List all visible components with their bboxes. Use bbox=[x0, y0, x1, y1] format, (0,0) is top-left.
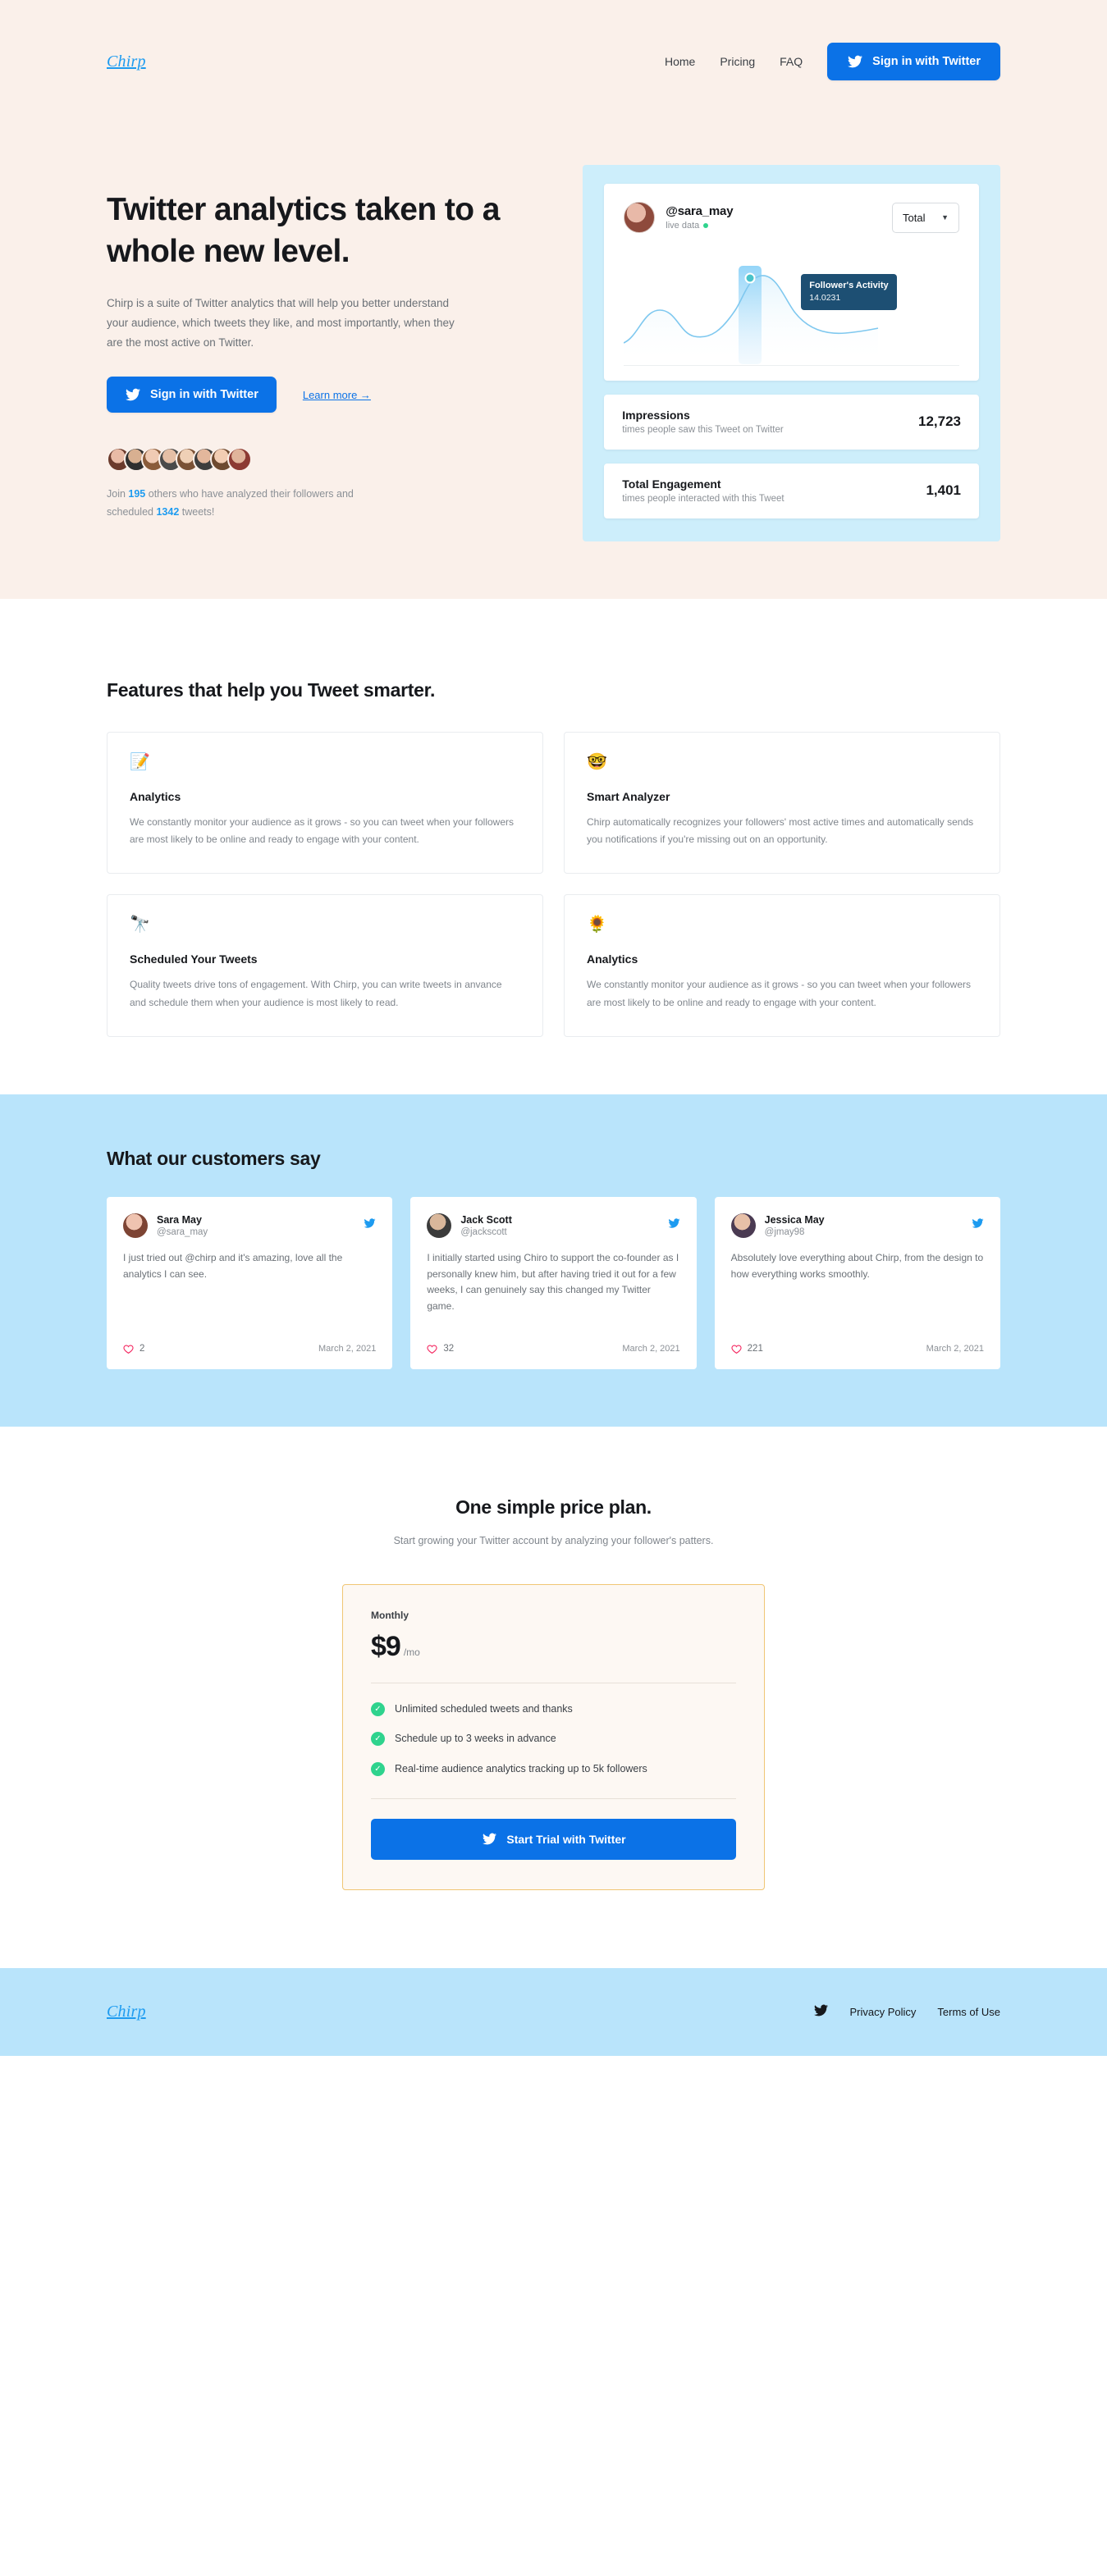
feature-title: Scheduled Your Tweets bbox=[130, 952, 258, 966]
followers-activity-chart bbox=[624, 251, 959, 366]
joined-mid: others who have analyzed their followers and scheduled bbox=[107, 488, 354, 518]
price-amount: $9 bbox=[371, 1631, 400, 1662]
hero-subtitle: Chirp is a suite of Twitter analytics that will help you better understand your audience, which tweets they like, and most importantly, when they are the most active on Twitter. bbox=[107, 297, 455, 349]
heart-icon bbox=[731, 1344, 742, 1354]
testimonial-header bbox=[123, 1213, 376, 1238]
testimonial-footer bbox=[427, 1344, 679, 1354]
twitter-bird-icon bbox=[481, 1832, 497, 1847]
feature-text: We constantly monitor your audience as it grows - so you can tweet when your followers are most likely to be online and ready to engage with your content. bbox=[130, 815, 514, 846]
learn-more-link[interactable]: Learn more → bbox=[302, 388, 371, 401]
joined-count: 195 bbox=[128, 488, 146, 500]
nav-link-home[interactable]: Home bbox=[664, 55, 696, 68]
live-status-label: live data bbox=[666, 221, 700, 231]
hero-cta-group bbox=[107, 377, 530, 413]
testimonial-footer bbox=[731, 1344, 984, 1354]
nav-link-pricing[interactable]: Pricing bbox=[720, 55, 756, 68]
hero-section bbox=[0, 0, 1107, 599]
footer bbox=[0, 1968, 1107, 2056]
hero-title: Twitter analytics taken to a whole new level. bbox=[107, 192, 500, 269]
perk-item bbox=[371, 1701, 736, 1717]
feature-card-scheduled-tweets bbox=[107, 894, 543, 1037]
nav-signin-label: Sign in with Twitter bbox=[872, 55, 981, 68]
hero-signin-label: Sign in with Twitter bbox=[150, 388, 258, 402]
heart-icon bbox=[123, 1344, 134, 1354]
stat-card-engagement bbox=[604, 464, 979, 518]
footer-link-privacy-policy[interactable]: Privacy Policy bbox=[849, 2006, 917, 2019]
testimonial-footer bbox=[123, 1344, 376, 1354]
tooltip-value: 14.0231 bbox=[809, 292, 841, 303]
chevron-down-icon: ▼ bbox=[941, 213, 949, 222]
stat-label: Total Engagement bbox=[622, 477, 721, 491]
nav-right-group bbox=[665, 43, 1000, 80]
hero-copy bbox=[107, 142, 530, 521]
like-count-value: 221 bbox=[747, 1344, 763, 1354]
feature-text: Quality tweets drive tons of engagement. With Chirp, you can write tweets in anvance and schedule them when your audience is most likely to read. bbox=[130, 979, 502, 1008]
avatar bbox=[731, 1213, 756, 1238]
perk-label: Real-time audience analytics tracking up to 5k followers bbox=[395, 1762, 647, 1774]
hero-signin-twitter-button[interactable] bbox=[107, 377, 277, 413]
profile-block bbox=[624, 202, 733, 233]
testimonial-text: I initially started using Chiro to support the co-founder as I personally knew him, but after having tried it out for a few weeks, I can genuinely say this changed my Twitter game. bbox=[427, 1251, 679, 1313]
like-count[interactable] bbox=[427, 1344, 454, 1354]
testimonial-handle: @sara_may bbox=[157, 1226, 208, 1237]
testimonial-text: I just tried out @chirp and it's amazing, love all the analytics I can see. bbox=[123, 1251, 343, 1280]
feature-card-analytics bbox=[107, 732, 543, 875]
nerd-face-icon: 🤓 bbox=[587, 752, 607, 771]
feature-title: Smart Analyzer bbox=[587, 789, 670, 803]
perks-list bbox=[371, 1701, 736, 1777]
plan-name: Monthly bbox=[371, 1610, 409, 1621]
heart-icon bbox=[427, 1344, 437, 1354]
twitter-bird-icon bbox=[847, 54, 863, 69]
testimonial-card bbox=[715, 1197, 1000, 1369]
footer-link-terms-of-use[interactable]: Terms of Use bbox=[937, 2006, 1000, 2019]
stat-sublabel: times people interacted with this Tweet bbox=[622, 494, 785, 504]
nav-signin-twitter-button[interactable] bbox=[827, 43, 1000, 80]
pricing-title: One simple price plan. bbox=[455, 1496, 652, 1518]
profile-avatar bbox=[624, 202, 655, 233]
top-navigation bbox=[0, 0, 1107, 80]
sunflower-icon: 🌻 bbox=[587, 916, 607, 934]
testimonial-handle: @jmay98 bbox=[764, 1226, 805, 1237]
testimonials-section bbox=[0, 1094, 1107, 1427]
testimonial-header bbox=[731, 1213, 984, 1238]
testimonials-title: What our customers say bbox=[107, 1148, 321, 1170]
chart-card-header bbox=[624, 202, 959, 233]
hero-dashboard-preview bbox=[583, 165, 1000, 541]
testimonial-date: March 2, 2021 bbox=[318, 1344, 377, 1354]
range-select[interactable] bbox=[892, 203, 959, 233]
feature-text: We constantly monitor your audience as it grows - so you can tweet when your followers are most likely to be online and ready to engage with your content. bbox=[587, 979, 971, 1008]
testimonial-card bbox=[107, 1197, 392, 1369]
twitter-bird-icon bbox=[972, 1217, 984, 1233]
stat-value: 12,723 bbox=[918, 413, 961, 429]
avatar bbox=[427, 1213, 451, 1238]
testimonial-name: Jack Scott bbox=[460, 1213, 512, 1226]
check-icon: ✓ bbox=[371, 1762, 385, 1776]
start-trial-label: Start Trial with Twitter bbox=[506, 1833, 626, 1847]
joined-suffix: tweets! bbox=[179, 505, 215, 518]
stat-value: 1,401 bbox=[926, 482, 961, 498]
twitter-bird-icon bbox=[364, 1217, 376, 1233]
live-status bbox=[666, 221, 733, 231]
joined-prefix: Join bbox=[107, 488, 129, 500]
testimonial-header bbox=[427, 1213, 679, 1238]
chart-icon: 📝 bbox=[130, 752, 150, 771]
feature-title: Analytics bbox=[130, 789, 181, 803]
twitter-bird-icon bbox=[668, 1217, 680, 1233]
feature-card-analytics-2 bbox=[564, 894, 1000, 1037]
perk-label: Unlimited scheduled tweets and thanks bbox=[395, 1703, 573, 1715]
stat-card-impressions bbox=[604, 395, 979, 450]
range-select-value: Total bbox=[903, 211, 926, 224]
feature-card-smart-analyzer bbox=[564, 732, 1000, 875]
like-count[interactable] bbox=[123, 1344, 144, 1354]
testimonial-date: March 2, 2021 bbox=[622, 1344, 680, 1354]
twitter-bird-icon[interactable] bbox=[813, 2003, 829, 2021]
perk-item bbox=[371, 1731, 736, 1747]
divider bbox=[371, 1798, 736, 1799]
price-row bbox=[371, 1631, 736, 1663]
testimonial-handle: @jackscott bbox=[460, 1226, 507, 1237]
avatar bbox=[227, 447, 252, 472]
joined-text bbox=[107, 486, 377, 521]
testimonial-name: Jessica May bbox=[764, 1213, 825, 1226]
feature-text: Chirp automatically recognizes your followers' most active times and automatically sends you notifications if you're missing out on an opportunity. bbox=[587, 815, 974, 846]
pricing-subtitle: Start growing your Twitter account by analyzing your follower's patters. bbox=[393, 1534, 714, 1546]
features-section bbox=[0, 599, 1107, 1094]
like-count-value: 2 bbox=[140, 1344, 145, 1354]
telescope-icon: 🔭 bbox=[130, 916, 150, 934]
live-dot-icon bbox=[703, 223, 708, 228]
tooltip-title: Follower's Activity bbox=[809, 281, 889, 290]
footer-links bbox=[813, 2003, 1001, 2021]
perk-label: Schedule up to 3 weeks in advance bbox=[395, 1733, 556, 1745]
feature-title: Analytics bbox=[587, 952, 638, 966]
like-count-value: 32 bbox=[443, 1344, 455, 1354]
nav-link-faq[interactable]: FAQ bbox=[780, 55, 803, 68]
features-title: Features that help you Tweet smarter. bbox=[107, 679, 436, 701]
stat-label: Impressions bbox=[622, 409, 690, 422]
check-icon: ✓ bbox=[371, 1732, 385, 1746]
pricing-card bbox=[342, 1584, 765, 1890]
start-trial-button[interactable] bbox=[371, 1819, 736, 1860]
hero-body bbox=[0, 80, 1107, 541]
profile-handle: @sara_may bbox=[666, 204, 734, 218]
testimonial-text: Absolutely love everything about Chirp, from the design to how everything works smoothly. bbox=[730, 1251, 984, 1280]
testimonial-name: Sara May bbox=[157, 1213, 202, 1226]
stat-sublabel: times people saw this Tweet on Twitter bbox=[622, 425, 784, 435]
testimonial-date: March 2, 2021 bbox=[926, 1344, 984, 1354]
brand-logo[interactable]: Chirp bbox=[107, 52, 146, 71]
footer-brand-logo[interactable]: Chirp bbox=[107, 2003, 146, 2021]
perk-item bbox=[371, 1761, 736, 1777]
features-grid bbox=[107, 732, 1000, 1037]
pricing-section bbox=[0, 1427, 1107, 1968]
like-count[interactable] bbox=[731, 1344, 763, 1354]
analytics-chart-card bbox=[604, 184, 979, 381]
twitter-bird-icon bbox=[125, 387, 141, 402]
testimonials-grid bbox=[107, 1197, 1000, 1369]
joined-tweets-count: 1342 bbox=[156, 505, 180, 518]
testimonial-card bbox=[410, 1197, 696, 1369]
check-icon: ✓ bbox=[371, 1702, 385, 1716]
social-proof-avatars bbox=[107, 447, 530, 472]
price-period: /mo bbox=[403, 1647, 420, 1658]
chart-tooltip bbox=[801, 274, 896, 310]
avatar bbox=[123, 1213, 148, 1238]
